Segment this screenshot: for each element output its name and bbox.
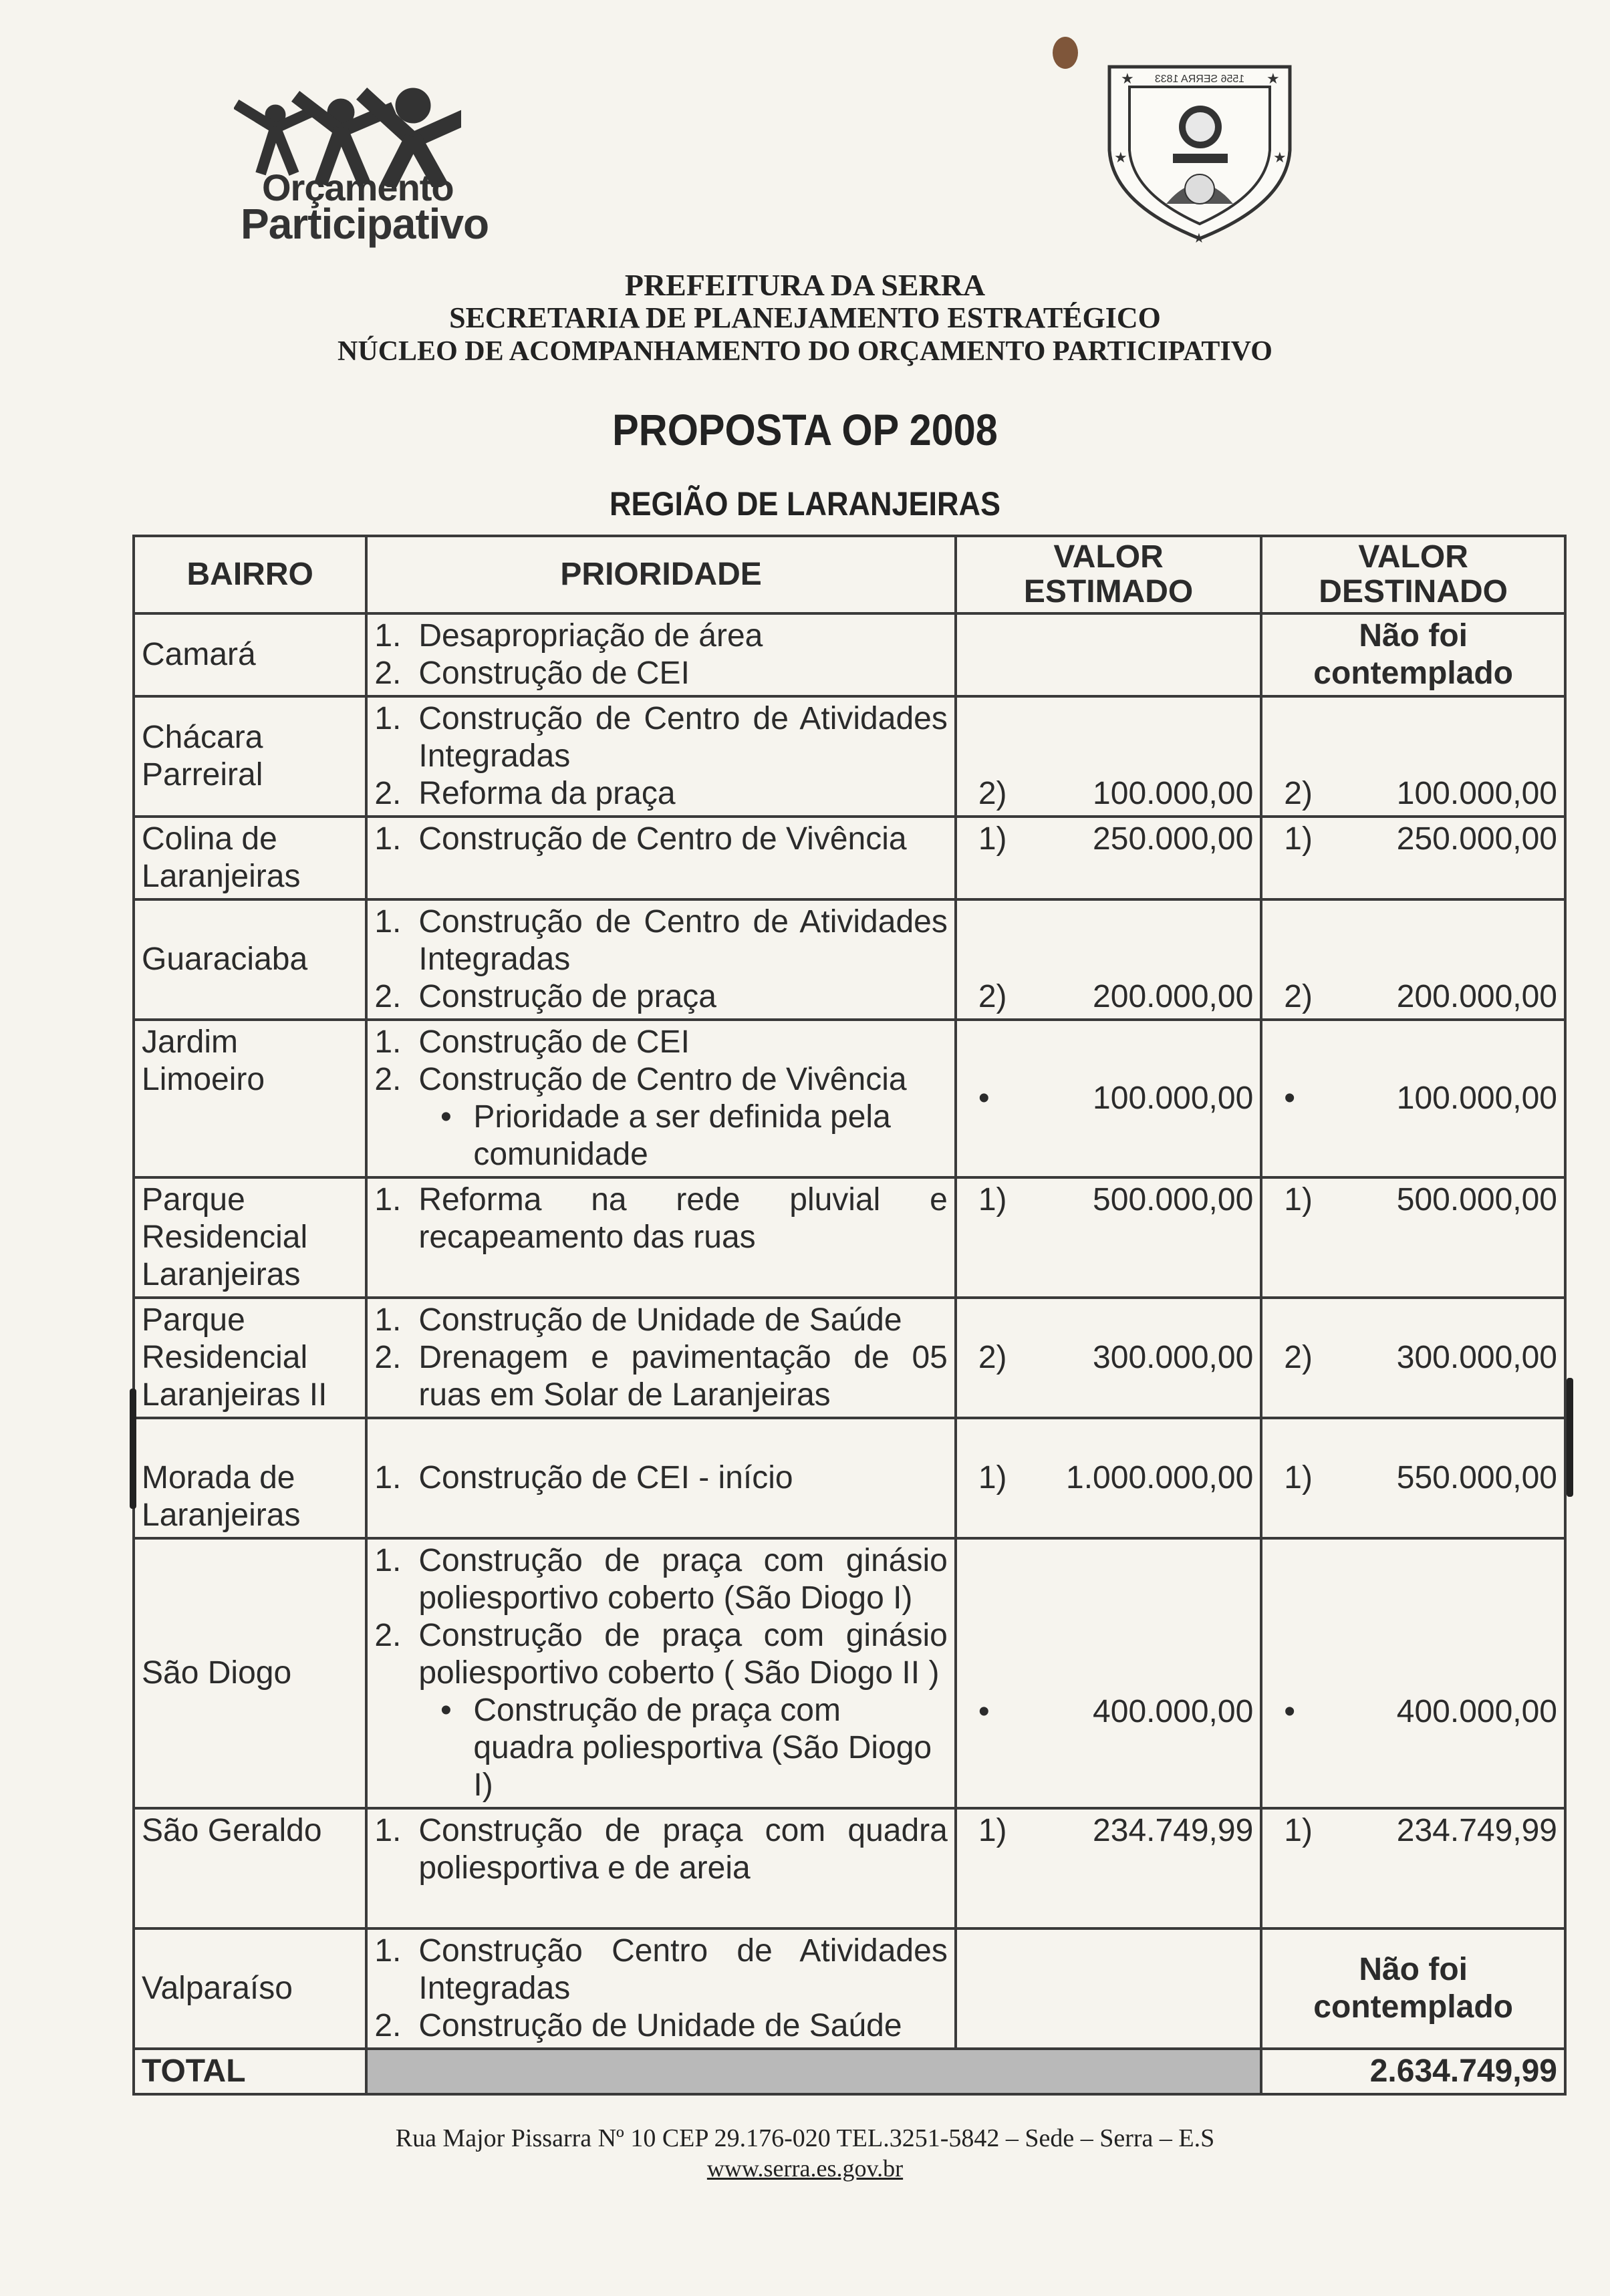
value-amount: 500.000,00 (1093, 1182, 1254, 1217)
table-row (134, 1020, 1565, 1177)
header-valor-destinado (1261, 536, 1565, 613)
header-valor-estimado-line2: ESTIMADO (1023, 574, 1194, 609)
priority-bullet-text: Construção de praça com quadra poliesportiva (São Diogo I) (473, 1693, 932, 1803)
cell-valor-estimado (956, 613, 1261, 696)
value-amount: 400.000,00 (1396, 1694, 1557, 1729)
header-prefeitura: PREFEITURA DA SERRA (624, 268, 986, 302)
cell-bairro: Parque Residencial Laranjeiras II (134, 1298, 366, 1418)
priority-text: Construção de Centro de Atividades Integradas (418, 904, 948, 977)
value-index: 2) (1284, 979, 1313, 1014)
cell-valor-destinado-not-contemplated (1261, 613, 1565, 696)
bullet-icon: • (440, 1693, 452, 1728)
priority-text: Construção de CEI - início (418, 1460, 793, 1495)
cell-bairro: Colina de Laranjeiras (134, 817, 366, 899)
value-index: 2) (978, 1340, 1007, 1375)
priority-number: 2. (374, 656, 402, 691)
paper-stain (1053, 37, 1078, 69)
table-header-row (134, 536, 1565, 613)
priority-text: Drenagem e pavimentação de 05 ruas em Solar de Laranjeiras (418, 1340, 948, 1413)
serra-coat-of-arms (1106, 63, 1293, 244)
cell-bairro: Valparaíso (134, 1928, 366, 2049)
header-bairro: BAIRRO (134, 536, 366, 613)
priority-number: 1. (374, 618, 402, 654)
value-index: 2) (978, 776, 1007, 811)
not-contemplated-line1: Não foi (1359, 1952, 1468, 1987)
value-amount: 550.000,00 (1396, 1460, 1557, 1495)
priority-text: Construção de Centro de Vivência (418, 821, 907, 857)
cell-valor-destinado (1261, 1298, 1565, 1418)
value-amount: 200.000,00 (1093, 979, 1254, 1014)
cell-prioridade (366, 696, 955, 817)
priority-bullet-text: Prioridade a ser definida pela comunidade (473, 1099, 891, 1172)
value-amount: 100.000,00 (1396, 1081, 1557, 1116)
priority-number: 1. (374, 821, 402, 857)
document-title: PROPOSTA OP 2008 (612, 405, 998, 454)
proposal-table (132, 535, 1567, 2096)
priority-number: 1. (374, 1024, 402, 1060)
priority-text: Construção de praça com ginásio poliesportivo coberto (São Diogo I) (418, 1543, 948, 1616)
value-amount: 100.000,00 (1396, 776, 1557, 811)
region-title: REGIÃO DE LARANJEIRAS (609, 485, 1001, 523)
not-contemplated-line2: contemplado (1313, 1989, 1513, 2025)
value-amount: 400.000,00 (1093, 1694, 1254, 1729)
cell-bairro: Chácara Parreiral (134, 696, 366, 817)
value-index: 2) (1284, 776, 1313, 811)
priority-text: Construção de praça com ginásio poliesportivo coberto ( São Diogo II ) (418, 1618, 948, 1691)
svg-text:★: ★ (1114, 149, 1127, 166)
logo-text-participativo: Participativo (241, 200, 489, 248)
table-row (134, 1538, 1565, 1808)
priority-text: Construção de CEI (418, 1024, 690, 1060)
table-row (134, 1808, 1565, 1928)
value-amount: 100.000,00 (1093, 1081, 1254, 1116)
cell-valor-estimado (956, 1538, 1261, 1808)
value-amount: 234.749,99 (1396, 1813, 1557, 1848)
priority-number: 2. (374, 1340, 402, 1375)
priority-text: Construção de CEI (418, 656, 690, 691)
table-row (134, 1418, 1565, 1538)
cell-prioridade (366, 1928, 955, 2049)
cell-prioridade (366, 1808, 955, 1928)
priority-text: Construção de Unidade de Saúde (418, 2008, 902, 2043)
value-amount: 500.000,00 (1396, 1182, 1557, 1217)
header-valor-estimado-line1: VALOR (1053, 539, 1164, 575)
bullet-icon: • (1284, 1694, 1296, 1729)
cell-valor-destinado (1261, 696, 1565, 817)
cell-prioridade (366, 613, 955, 696)
cell-bairro: Morada de Laranjeiras (134, 1418, 366, 1538)
footer-website-link[interactable]: www.serra.es.gov.br (706, 2155, 904, 2182)
priority-number: 1. (374, 701, 402, 736)
table-row (134, 1177, 1565, 1298)
cell-prioridade (366, 1020, 955, 1177)
priority-number: 1. (374, 1813, 402, 1848)
svg-text:★: ★ (1273, 149, 1287, 166)
svg-text:★: ★ (1193, 231, 1205, 244)
value-amount: 250.000,00 (1396, 821, 1557, 857)
pen-mark-right (1567, 1378, 1573, 1497)
priority-number: 2. (374, 1618, 402, 1653)
bullet-icon: • (1284, 1081, 1296, 1116)
cell-valor-destinado (1261, 1020, 1565, 1177)
priority-text: Construção Centro de Atividades Integradas (418, 1933, 948, 2006)
value-index: 2) (978, 979, 1007, 1014)
cell-bairro: Parque Residencial Laranjeiras (134, 1177, 366, 1298)
cell-prioridade (366, 817, 955, 899)
pen-mark-left (130, 1389, 136, 1509)
total-row (134, 2049, 1565, 2094)
cell-prioridade (366, 1298, 955, 1418)
header-valor-destinado-line1: VALOR (1358, 539, 1468, 575)
cell-bairro: Camará (134, 613, 366, 696)
table-row (134, 613, 1565, 696)
cell-valor-destinado (1261, 817, 1565, 899)
value-index: 1) (978, 821, 1007, 857)
value-index: 1) (1284, 821, 1313, 857)
value-index: 2) (1284, 1340, 1313, 1375)
priority-text: Construção de Unidade de Saúde (418, 1302, 902, 1338)
value-amount: 200.000,00 (1396, 979, 1557, 1014)
cell-valor-estimado (956, 1808, 1261, 1928)
table-row (134, 1928, 1565, 2049)
cell-bairro: Guaraciaba (134, 899, 366, 1020)
not-contemplated-line2: contemplado (1313, 656, 1513, 691)
svg-text:1556 SERRA 1833: 1556 SERRA 1833 (1154, 74, 1245, 85)
value-index: 1) (1284, 1813, 1313, 1848)
cell-prioridade (366, 1177, 955, 1298)
priority-text: Construção de praça com quadra poliesportiva e de areia (418, 1813, 948, 1886)
cell-prioridade (366, 899, 955, 1020)
cell-valor-estimado (956, 1177, 1261, 1298)
priority-number: 1. (374, 1182, 402, 1217)
header-nucleo: NÚCLEO DE ACOMPANHAMENTO DO ORÇAMENTO PARTICIPATIVO (338, 336, 1272, 367)
cell-valor-destinado (1261, 899, 1565, 1020)
cell-valor-destinado (1261, 1418, 1565, 1538)
priority-number: 1. (374, 904, 402, 940)
table-row (134, 899, 1565, 1020)
bullet-icon: • (978, 1081, 990, 1116)
priority-text: Reforma da praça (418, 776, 676, 811)
value-amount: 100.000,00 (1093, 776, 1254, 811)
value-index: 1) (1284, 1182, 1313, 1217)
priority-number: 2. (374, 1062, 402, 1097)
header-prioridade: PRIORIDADE (366, 536, 955, 613)
cell-valor-estimado (956, 817, 1261, 899)
cell-valor-estimado (956, 696, 1261, 817)
table-row (134, 817, 1565, 899)
total-label: TOTAL (134, 2049, 366, 2094)
cell-valor-estimado (956, 899, 1261, 1020)
cell-valor-estimado (956, 1418, 1261, 1538)
header-secretaria: SECRETARIA DE PLANEJAMENTO ESTRATÉGICO (449, 301, 1161, 334)
value-amount: 250.000,00 (1093, 821, 1254, 857)
priority-text: Desapropriação de área (418, 618, 763, 654)
cell-prioridade (366, 1418, 955, 1538)
cell-valor-destinado-not-contemplated (1261, 1928, 1565, 2049)
priority-text: Construção de praça (418, 979, 716, 1014)
cell-bairro: Jardim Limoeiro (134, 1020, 366, 1177)
crest-shield-icon (1106, 63, 1293, 244)
not-contemplated-line1: Não foi (1359, 618, 1468, 654)
value-index: 1) (978, 1813, 1007, 1848)
priority-text: Reforma na rede pluvial e recapeamento das ruas (418, 1182, 948, 1255)
table-row (134, 696, 1565, 817)
value-amount: 300.000,00 (1093, 1340, 1254, 1375)
priority-number: 1. (374, 1543, 402, 1578)
priority-text: Construção de Centro de Atividades Integradas (418, 701, 948, 774)
priority-number: 2. (374, 776, 402, 811)
cell-valor-destinado (1261, 1538, 1565, 1808)
total-shaded-cell (366, 2049, 1261, 2094)
total-value: 2.634.749,99 (1261, 2049, 1565, 2094)
bullet-icon: • (440, 1099, 452, 1135)
priority-number: 1. (374, 1933, 402, 1969)
table-row (134, 1298, 1565, 1418)
cell-valor-estimado (956, 1298, 1261, 1418)
value-index: 1) (978, 1460, 1007, 1495)
cell-bairro: São Geraldo (134, 1808, 366, 1928)
header-valor-destinado-line2: DESTINADO (1319, 574, 1508, 609)
footer-address: Rua Major Pissarra Nº 10 CEP 29.176-020 TEL.3251-5842 – Sede – Serra – E.S (395, 2124, 1215, 2152)
svg-text:★: ★ (1121, 70, 1134, 87)
value-index: 1) (1284, 1460, 1313, 1495)
header-valor-estimado (956, 536, 1261, 613)
cell-prioridade (366, 1538, 955, 1808)
cell-valor-destinado (1261, 1177, 1565, 1298)
priority-number: 2. (374, 2008, 402, 2043)
value-amount: 1.000.000,00 (1066, 1460, 1254, 1495)
svg-text:★: ★ (1266, 70, 1280, 87)
value-index: 1) (978, 1182, 1007, 1217)
orcamento-participativo-logo (221, 80, 489, 248)
priority-text: Construção de Centro de Vivência (418, 1062, 907, 1097)
bullet-icon: • (978, 1694, 990, 1729)
logo-text-orcamento: Orçamento (262, 166, 454, 208)
cell-bairro: São Diogo (134, 1538, 366, 1808)
priority-number: 2. (374, 979, 402, 1014)
cell-valor-estimado (956, 1928, 1261, 2049)
cell-valor-estimado (956, 1020, 1261, 1177)
priority-number: 1. (374, 1460, 402, 1495)
value-amount: 234.749,99 (1093, 1813, 1254, 1848)
cell-valor-destinado (1261, 1808, 1565, 1928)
value-amount: 300.000,00 (1396, 1340, 1557, 1375)
priority-number: 1. (374, 1302, 402, 1338)
